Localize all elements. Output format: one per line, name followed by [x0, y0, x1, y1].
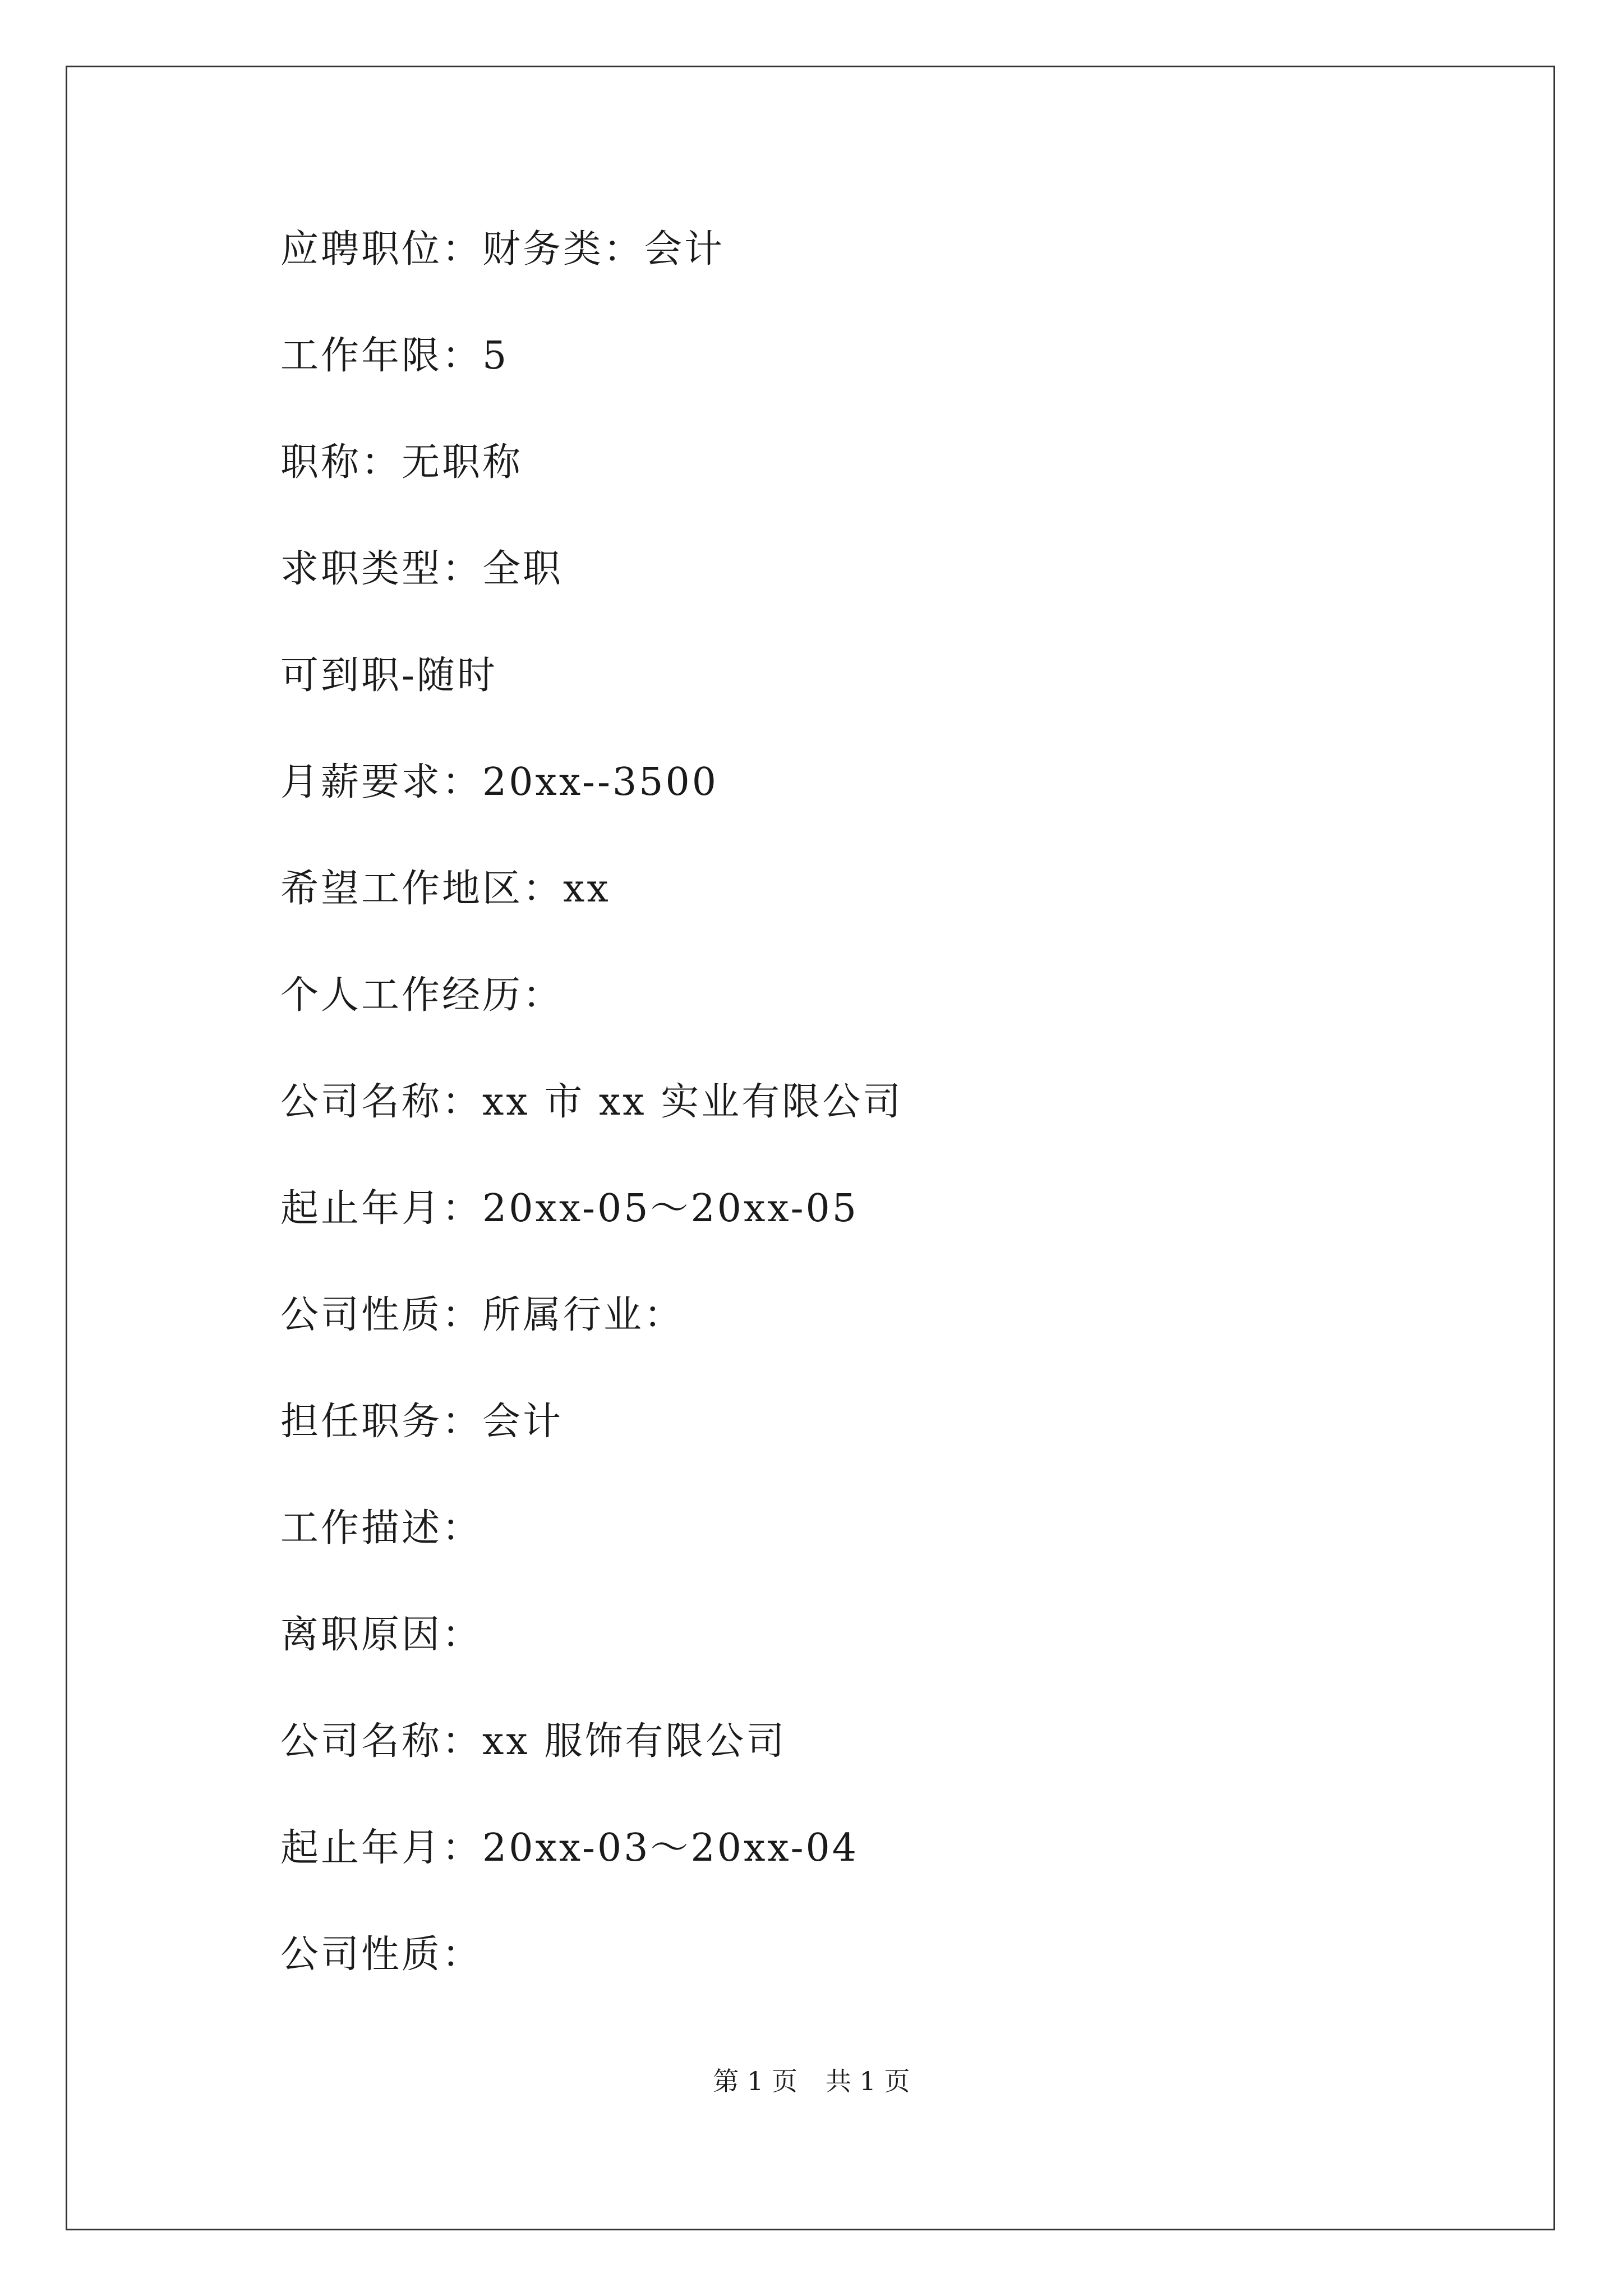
page-border — [66, 66, 1555, 2230]
text-line-company-1: 公司名称：xx 市 xx 实业有限公司 — [280, 1080, 903, 1124]
text-line-salary: 月薪要求：20xx--3500 — [280, 760, 719, 804]
text-line-period-1: 起止年月：20xx-05～20xx-05 — [280, 1186, 859, 1231]
text-line-availability: 可到职-随时 — [280, 654, 497, 698]
text-line-description-1: 工作描述： — [280, 1506, 483, 1550]
text-line-nature-2: 公司性质： — [280, 1932, 483, 1977]
page-footer — [0, 2064, 1623, 2098]
text-line-position: 应聘职位：财务类：会计 — [280, 227, 725, 272]
text-line-period-2: 起止年月：20xx-03～20xx-04 — [280, 1826, 859, 1870]
text-line-leave-reason-1: 离职原因： — [280, 1613, 483, 1657]
text-line-job-type: 求职类型：全职 — [280, 547, 564, 591]
section-heading-work-history: 个人工作经历： — [280, 973, 564, 1018]
page-number-total: 共 1 页 — [826, 2066, 910, 2096]
text-line-title: 职称：无职称 — [280, 440, 523, 485]
page-number-current: 第 1 页 — [713, 2066, 797, 2096]
text-line-location: 希望工作地区：xx — [280, 867, 611, 911]
text-line-role-1: 担任职务：会计 — [280, 1400, 564, 1444]
text-line-years: 工作年限：5 — [280, 334, 509, 378]
text-line-nature-1: 公司性质：所属行业： — [280, 1293, 685, 1337]
text-line-company-2: 公司名称：xx 服饰有限公司 — [280, 1719, 787, 1764]
